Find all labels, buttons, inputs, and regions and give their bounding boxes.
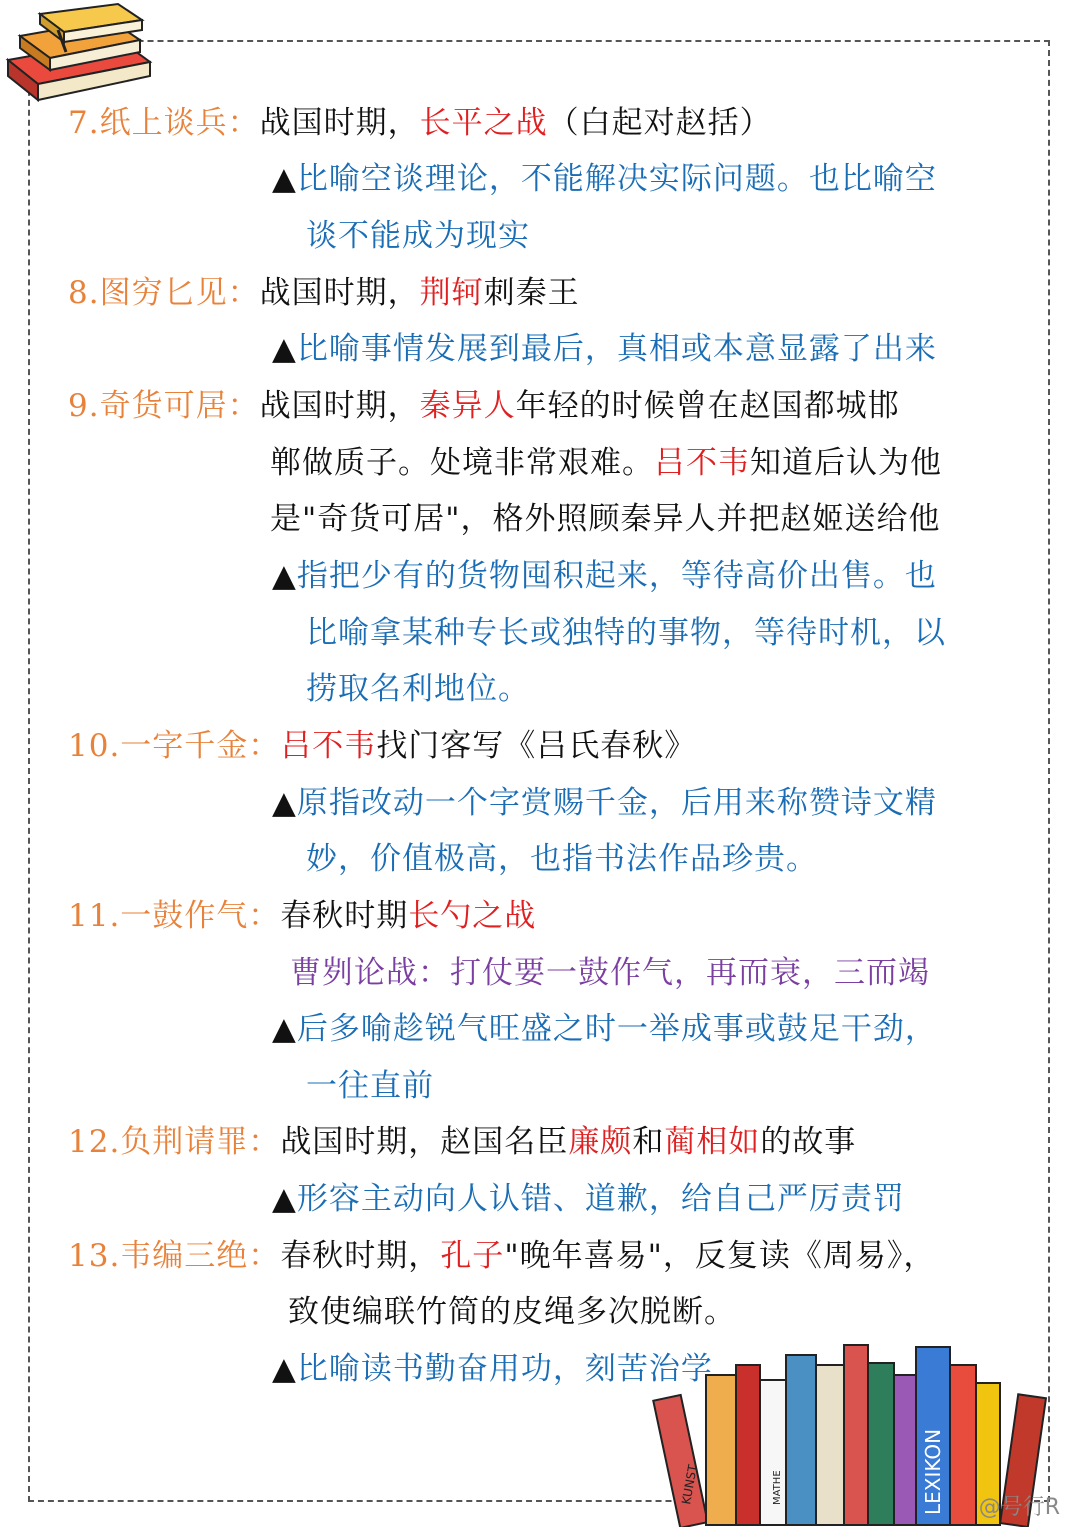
entry-9-meaning-1 <box>272 556 937 596</box>
highlight-text: 荆轲 <box>419 275 484 311</box>
entry-8-line-1 <box>68 273 580 313</box>
highlight-text: 长平之战 <box>419 105 548 141</box>
meaning-text: 比喻空谈理论，不能解决实际问题。也比喻空 <box>296 161 937 197</box>
entry-9-line-1 <box>68 386 900 426</box>
highlight-text: 吕不韦 <box>280 728 377 764</box>
entry-9-line-2 <box>270 443 942 483</box>
book-spine-label: LEXIKON <box>921 1428 945 1515</box>
entry-title: 11.一鼓作气： <box>68 898 281 934</box>
story-text: 找门客写《吕氏春秋》 <box>376 728 697 764</box>
entry-8-meaning-1 <box>272 329 937 369</box>
entry-title: 10.一字千金： <box>68 728 281 764</box>
story-text: 年轻的时候曾在赵国都城邯 <box>515 388 900 424</box>
triangle-bullet-icon: ▲ <box>272 1181 297 1217</box>
entry-title: 7.纸上谈兵： <box>68 105 260 141</box>
entry-7-meaning-1 <box>272 159 937 199</box>
meaning-text: 原指改动一个字赏赐千金，后用来称赞诗文精 <box>296 785 937 821</box>
story-text: "晚年喜易"，反复读《周易》， <box>504 1238 936 1274</box>
entry-13-meaning-1 <box>272 1349 713 1389</box>
story-text: 春秋时期， <box>280 1238 441 1274</box>
highlight-text: 蔺相如 <box>664 1124 761 1160</box>
triangle-bullet-icon: ▲ <box>272 558 297 594</box>
entry-10-meaning-2: 妙，价值极高，也指书法作品珍贵。 <box>306 841 818 877</box>
highlight-text: 孔子 <box>440 1238 505 1274</box>
entry-title: 13.韦编三绝： <box>68 1238 281 1274</box>
highlight-text: 吕不韦 <box>654 445 750 481</box>
triangle-bullet-icon: ▲ <box>272 785 297 821</box>
entry-11-note: 曹刿论战：打仗要一鼓作气，再而衰，三而竭 <box>290 955 930 991</box>
story-text: 刺秦王 <box>483 275 580 311</box>
story-text: 战国时期，赵国名臣 <box>280 1124 569 1160</box>
highlight-text: 廉颇 <box>568 1124 633 1160</box>
story-text: 战国时期， <box>259 275 420 311</box>
entry-title: 8.图穷匕见： <box>68 275 260 311</box>
triangle-bullet-icon: ▲ <box>272 1011 297 1047</box>
story-text: 知道后认为他 <box>750 445 942 481</box>
entry-title: 9.奇货可居： <box>68 388 260 424</box>
entry-12-meaning-1 <box>272 1179 905 1219</box>
entry-12-line-1 <box>68 1122 856 1162</box>
story-text: 战国时期， <box>259 388 420 424</box>
entry-7-meaning-2: 谈不能成为现实 <box>306 218 530 254</box>
meaning-text: 后多喻趁锐气旺盛之时一举成事或鼓足干劲， <box>296 1011 937 1047</box>
entry-10-meaning-1 <box>272 783 937 823</box>
entry-11-line-1 <box>68 896 536 936</box>
meaning-text: 比喻事情发展到最后，真相或本意显露了出来 <box>296 331 937 367</box>
entry-7-line-1 <box>68 103 772 143</box>
entry-9-meaning-2: 比喻拿某种专长或独特的事物，等待时机，以 <box>306 615 946 651</box>
meaning-text: 形容主动向人认错、道歉，给自己严厉责罚 <box>296 1181 905 1217</box>
entry-9-line-3: 是"奇货可居"，格外照顾秦异人并把赵姬送给他 <box>270 501 941 537</box>
entry-13-line-1 <box>68 1236 935 1276</box>
meaning-text: 比喻读书勤奋用功，刻苦治学 <box>296 1351 713 1387</box>
story-text: 战国时期， <box>259 105 420 141</box>
story-text: （白起对赵括） <box>547 105 772 141</box>
book-spine-label: MATHE <box>772 1470 783 1505</box>
entry-9-meaning-3: 捞取名利地位。 <box>306 671 530 707</box>
entry-13-line-2: 致使编联竹简的皮绳多次脱断。 <box>288 1294 736 1330</box>
entry-title: 12.负荆请罪： <box>68 1124 281 1160</box>
story-text: 的故事 <box>760 1124 857 1160</box>
story-text: 春秋时期 <box>280 898 409 934</box>
entry-10-line-1 <box>68 726 696 766</box>
entry-11-meaning-2: 一往直前 <box>306 1068 434 1104</box>
triangle-bullet-icon: ▲ <box>272 161 297 197</box>
highlight-text: 长勺之战 <box>408 898 537 934</box>
triangle-bullet-icon: ▲ <box>272 1351 297 1387</box>
entry-11-meaning-1 <box>272 1009 937 1049</box>
story-text: 和 <box>632 1124 665 1160</box>
story-text: 郸做质子。处境非常艰难。 <box>270 445 654 481</box>
book-spine-label: KUNST <box>679 1463 700 1506</box>
triangle-bullet-icon: ▲ <box>272 331 297 367</box>
meaning-text: 指把少有的货物囤积起来，等待高价出售。也 <box>296 558 937 594</box>
highlight-text: 秦异人 <box>419 388 516 424</box>
watermark: @号行R <box>978 1495 1060 1520</box>
